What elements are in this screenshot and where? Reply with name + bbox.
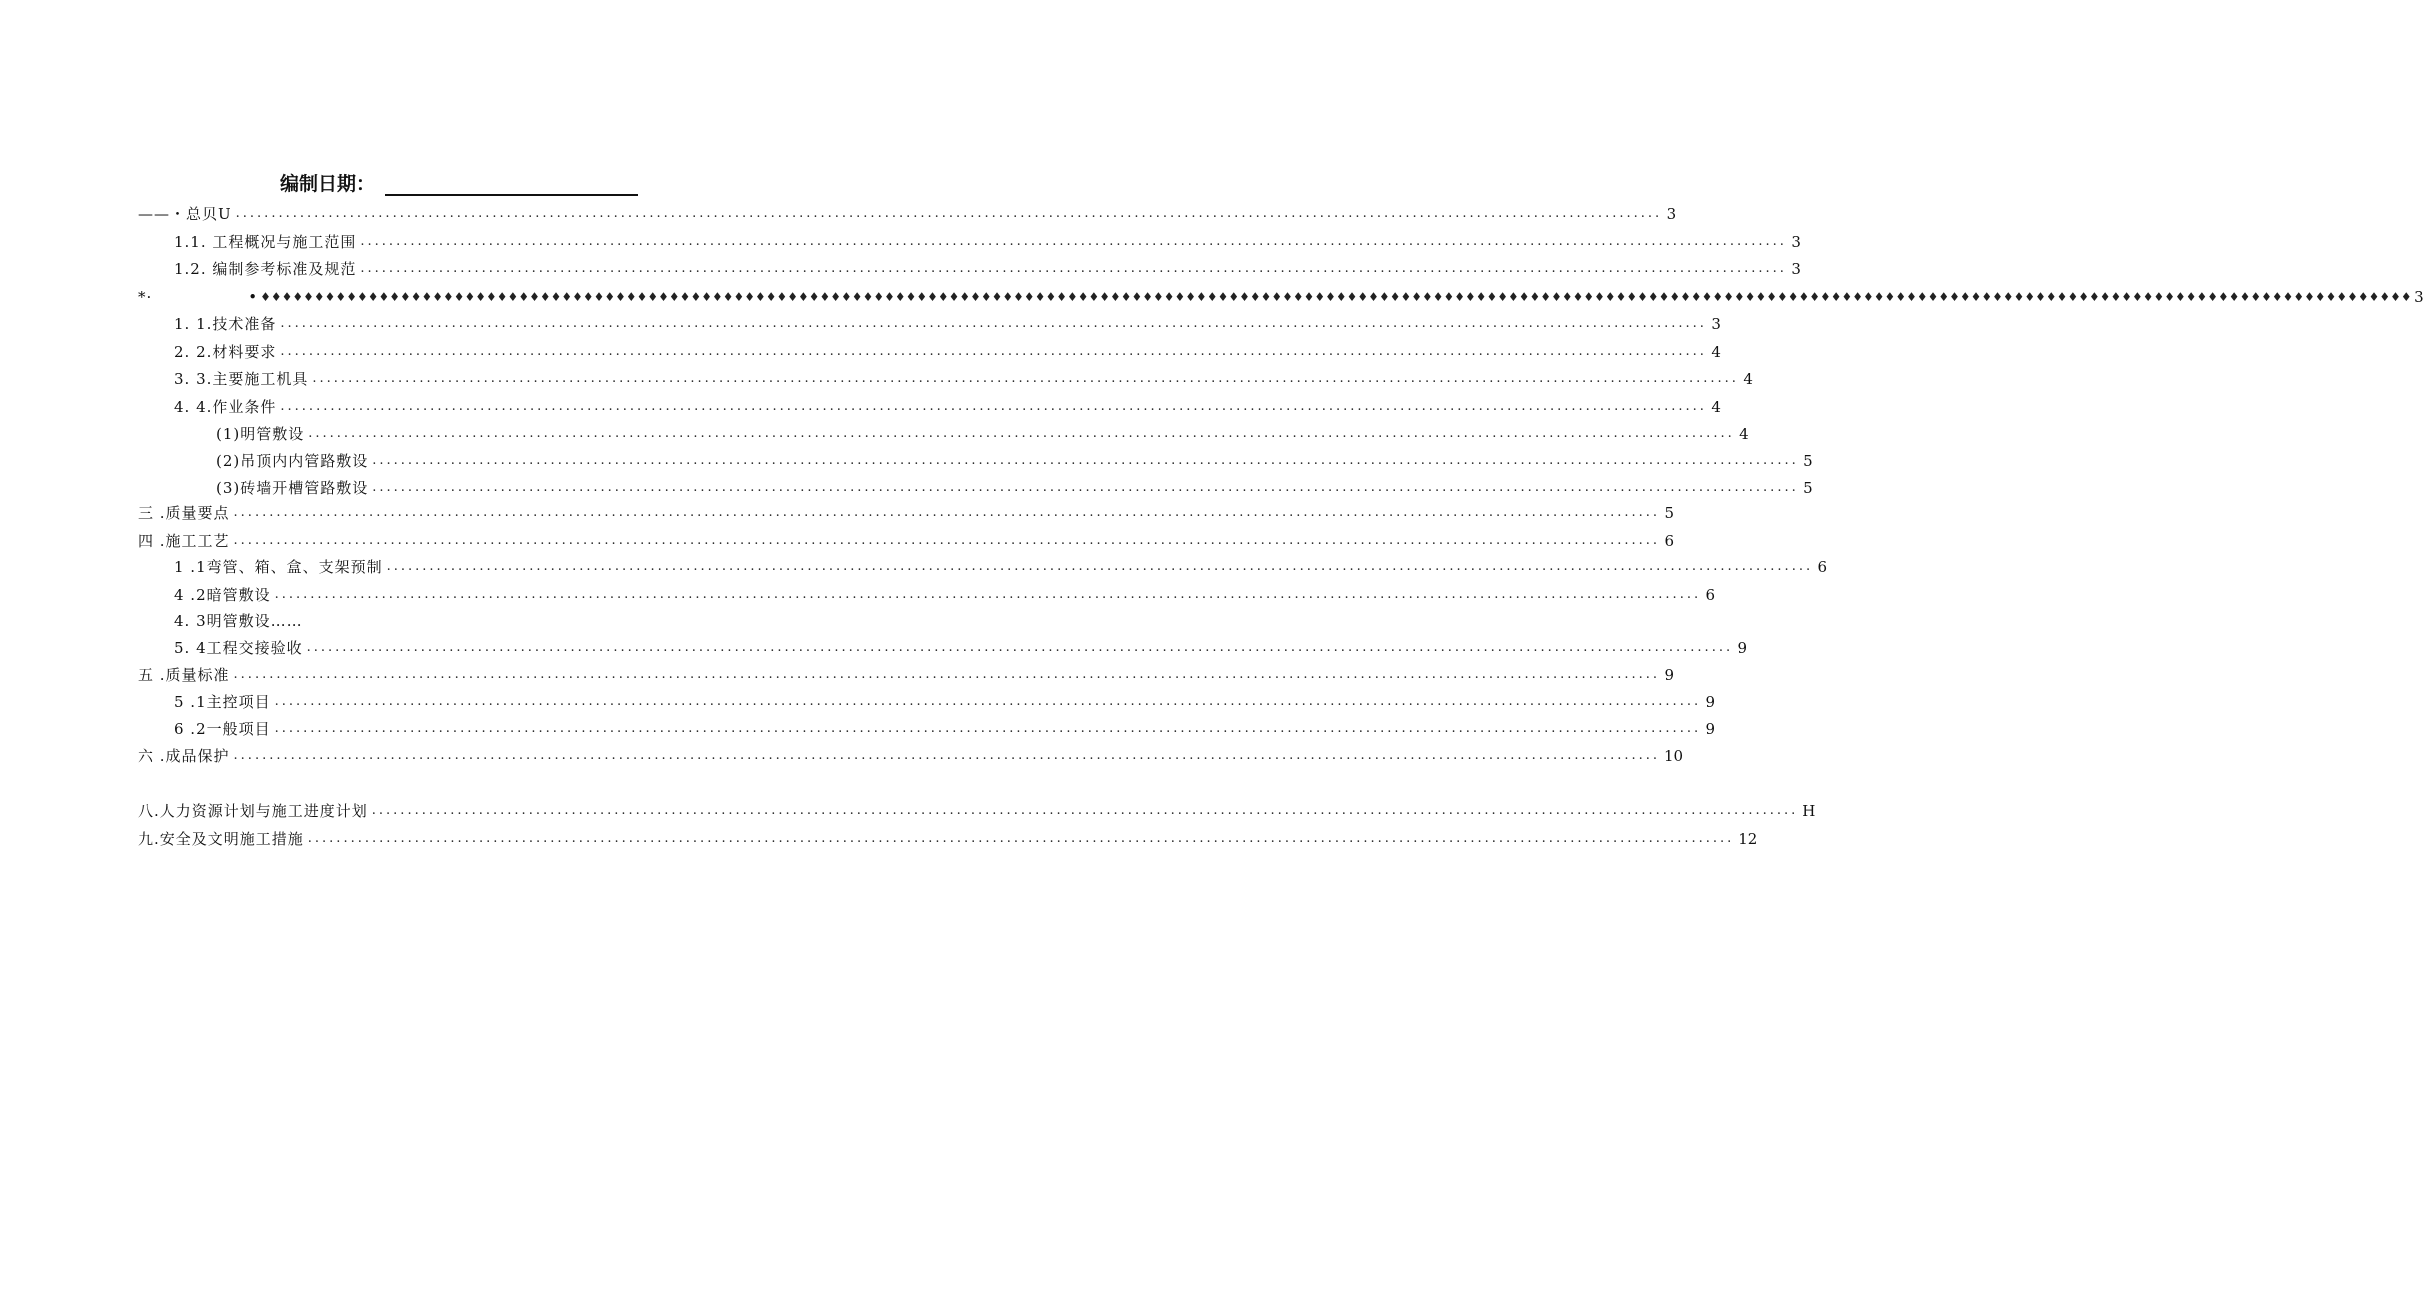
toc-leader-dots: ........................................................................................................................................................................................................ <box>360 261 1787 276</box>
toc-entry[interactable] <box>138 498 1675 522</box>
compile-date-blank-line <box>385 172 638 196</box>
toc-leader-dots: ........................................................................................................................................................................................................ <box>274 587 1702 602</box>
toc-entry-label: 6 .2一般项目 <box>174 720 271 738</box>
toc-entry-label: (2)吊顶内内管路敷设 <box>216 452 369 470</box>
toc-leader-dots: ........................................................................................................................................................................................................ <box>280 344 1707 359</box>
toc-entry[interactable] <box>138 796 1816 820</box>
toc-page-number: 3 <box>2414 288 2424 306</box>
toc-page-number: 5 <box>1664 504 1675 522</box>
toc-page-number: 10 <box>1664 747 1684 765</box>
toc-entry[interactable] <box>216 446 1813 470</box>
toc-entry[interactable] <box>174 552 1828 576</box>
toc-page-number: 4 <box>1739 425 1749 443</box>
toc-leader-dots: ........................................................................................................................................................................................................ <box>308 426 1735 441</box>
toc-entry[interactable] <box>216 419 1749 443</box>
toc-page-number: 3 <box>1666 205 1677 223</box>
toc-leader-dots: ........................................................................................................................................................................................................ <box>274 721 1702 736</box>
toc-leader-dots: ........................................................................................................................................................................................................ <box>233 533 1661 548</box>
toc-entry-label: 4. 4.作业条件 <box>174 398 277 416</box>
toc-leader-dots: ........................................................................................................................................................................................................ <box>307 831 1735 846</box>
toc-entry-label: 3. 3.主要施工机具 <box>174 370 309 388</box>
toc-entry[interactable] <box>174 580 1716 604</box>
toc-entry[interactable] <box>216 473 1813 497</box>
toc-entry[interactable] <box>174 714 1716 738</box>
toc-entry-label: 1 .1弯管、箱、盒、支架预制 <box>174 558 383 576</box>
toc-entry-label: 五 .质量标准 <box>138 666 230 684</box>
toc-entry[interactable] <box>138 824 1758 848</box>
toc-page-number: 9 <box>1737 639 1748 657</box>
toc-entry[interactable] <box>138 282 2424 306</box>
toc-entry[interactable] <box>138 660 1675 684</box>
toc-page-number: 4 <box>1743 370 1753 388</box>
toc-page-number: 3 <box>1791 233 1801 251</box>
toc-entry[interactable] <box>174 687 1716 711</box>
toc-entry[interactable] <box>174 606 778 630</box>
toc-page-number: 5 <box>1803 479 1813 497</box>
toc-entry-label: 5 .1主控项目 <box>174 693 271 711</box>
toc-page-number: 3 <box>1711 315 1721 333</box>
toc-entry[interactable] <box>174 227 1801 251</box>
toc-leader-dots: ........................................................................................................................................................................................................ <box>371 803 1799 818</box>
toc-entry-label: 1. 1.技术准备 <box>174 315 277 333</box>
toc-entry-label: 八.人力资源计划与施工进度计划 <box>138 802 368 820</box>
toc-leader-dots: ........................................................................................................................................................................................................ <box>280 399 1707 414</box>
toc-leader-dots: ........................................................................................................................................................................................................ <box>274 694 1702 709</box>
toc-page-number: H <box>1802 802 1816 820</box>
toc-entry[interactable] <box>174 364 1753 388</box>
toc-page-number: 6 <box>1664 532 1675 550</box>
toc-leader-dots: ........................................................................................................................................................................................................ <box>235 206 1663 221</box>
toc-entry[interactable] <box>174 309 1721 333</box>
toc-page-number: 9 <box>1705 693 1716 711</box>
toc-entry[interactable] <box>174 633 1748 657</box>
toc-page-number: 6 <box>1817 558 1828 576</box>
toc-page-number: 5 <box>1803 452 1813 470</box>
toc-leader-dots: ........................................................................................................................................................................................................ <box>306 640 1734 655</box>
toc-leader-dots: ........................................................................................................................................................................................................ <box>233 667 1661 682</box>
toc-leader-dots: ........................................................................................................................................................................................................ <box>312 371 1739 386</box>
toc-entry[interactable] <box>138 199 1677 223</box>
toc-entry-label: (1)明管敷设 <box>216 425 305 443</box>
toc-entry[interactable] <box>174 337 1721 361</box>
toc-entry-label: 三 .质量要点 <box>138 504 230 522</box>
toc-entry-label: 2. 2.材料要求 <box>174 343 277 361</box>
toc-page-number: 4 <box>1711 343 1721 361</box>
toc-page-number: 3 <box>1791 260 1801 278</box>
toc-leader-dots: ........................................................................................................................................................................................................ <box>233 505 1661 520</box>
toc-entry-label: 5. 4工程交接验收 <box>174 639 303 657</box>
toc-page-number: 6 <box>1705 586 1716 604</box>
compile-date-heading <box>280 168 638 196</box>
toc-entry-label: *· • <box>138 288 259 306</box>
toc-leader-dots: ........................................................................................................................................................................................................ <box>280 316 1707 331</box>
toc-leader-dots: ........................................................................................................................................................................................................ <box>360 234 1787 249</box>
toc-entry-label: 九.安全及文明施工措施 <box>138 830 304 848</box>
toc-entry-label: 4 .2暗管敷设 <box>174 586 271 604</box>
toc-page-number: 4 <box>1711 398 1721 416</box>
toc-entry-label: ——・总贝U <box>138 205 232 223</box>
toc-page-number: 9 <box>1664 666 1675 684</box>
toc-leader-dots: ♦♦♦♦♦♦♦♦♦♦♦♦♦♦♦♦♦♦♦♦♦♦♦♦♦♦♦♦♦♦♦♦♦♦♦♦♦♦♦♦♦♦♦♦♦♦♦♦♦♦♦♦♦♦♦♦♦♦♦♦♦♦♦♦♦♦♦♦♦♦♦♦♦♦♦♦♦♦♦♦♦♦♦♦♦♦♦♦♦♦♦♦♦♦♦♦♦♦♦♦♦♦♦♦♦♦♦♦♦♦♦♦♦♦♦♦♦♦♦♦♦♦♦♦♦♦♦♦♦♦♦♦♦♦♦♦♦♦♦♦♦♦♦♦♦♦♦♦♦♦♦♦♦♦♦♦♦♦♦♦♦♦♦♦♦♦♦♦♦♦♦♦♦♦♦♦♦♦♦♦♦♦♦♦♦♦♦♦♦♦♦♦♦♦♦♦♦♦♦♦ <box>260 290 2412 304</box>
toc-entry-label: (3)砖墙开槽管路敷设 <box>216 479 369 497</box>
compile-date-label: 编制日期： <box>280 173 376 195</box>
toc-entry[interactable] <box>174 392 1721 416</box>
toc-entry[interactable] <box>174 254 1801 278</box>
toc-entry[interactable] <box>138 526 1675 550</box>
toc-entry-label: 4. 3明管敷设…… <box>174 612 303 630</box>
toc-leader-dots: ........................................................................................................................................................................................................ <box>233 748 1661 763</box>
toc-entry[interactable] <box>138 741 1684 765</box>
toc-entry-label: 1.2. 编制参考标准及规范 <box>174 260 357 278</box>
toc-page-number: 9 <box>1705 720 1716 738</box>
toc-entry-label: 六 .成品保护 <box>138 747 230 765</box>
toc-entry-label: 1.1. 工程概况与施工范围 <box>174 233 357 251</box>
toc-leader-dots: ........................................................................................................................................................................................................ <box>372 453 1799 468</box>
toc-leader-dots: ........................................................................................................................................................................................................ <box>372 480 1799 495</box>
toc-leader-dots: ........................................................................................................................................................................................................ <box>386 559 1814 574</box>
toc-page-number: 12 <box>1738 830 1758 848</box>
toc-entry-label: 四 .施工工艺 <box>138 532 230 550</box>
